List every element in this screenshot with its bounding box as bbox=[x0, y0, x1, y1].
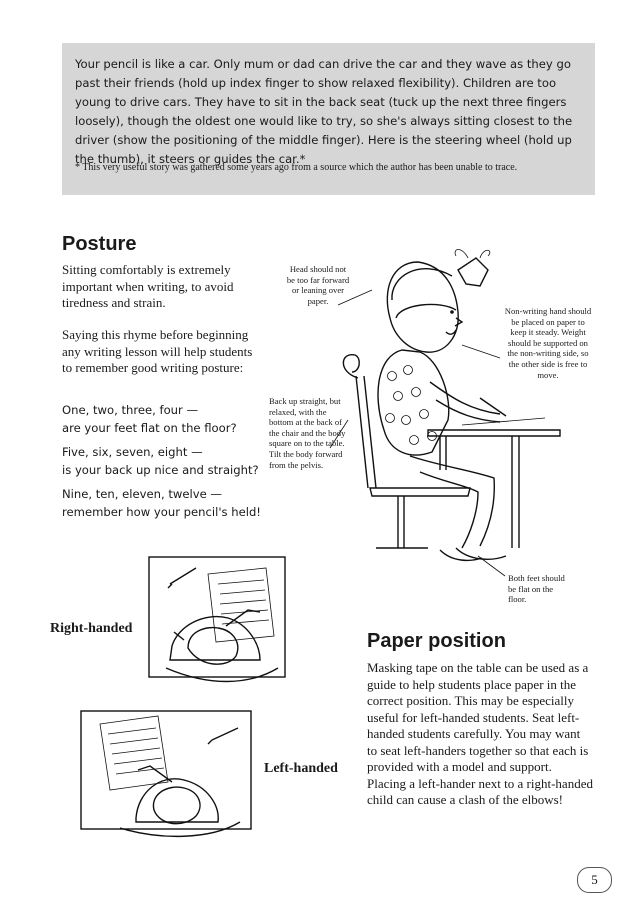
rhyme-line-1: One, two, three, four — bbox=[62, 403, 199, 417]
right-handed-label: Right-handed bbox=[50, 621, 133, 636]
paper-position-heading: Paper position bbox=[367, 630, 506, 652]
paper-outline bbox=[208, 568, 274, 642]
page-number: 5 bbox=[577, 867, 612, 893]
right-handed-illustration bbox=[148, 556, 286, 696]
tip-footnote: * This very useful story was gathered some years ago from a source which the author has been unable to trace. bbox=[75, 162, 518, 173]
paper-position-para: Masking tape on the table can be used as a guide to help students place paper in the correct position. This may be especially useful for left-handed students. Seat left-handed students carefully. You may want to seat left-handers together so that each is provided with a model and support. Placing a left-hander next to a right-handed child can cause a clash of the elbows! bbox=[367, 660, 593, 807]
posture-para-2: Saying this rhyme before beginning any writing lesson will help students to remember good writing posture: bbox=[62, 327, 253, 375]
child-drawing bbox=[378, 250, 506, 561]
tip-text: Your pencil is like a car. Only mum or dad can drive the car and they wave as they go past their friends (hold up index finger to show relaxed flexibility). Children are too young to drive cars. They have to sit in the back seat (tuck up the next three fingers loosely), though the oldest one would like to try, so she's always sitting closest to the driver (show the positioning of the middle finger). Here is the steering wheel (hold up the thumb), it steers or guides the car.* bbox=[75, 57, 573, 166]
head-pointer-line bbox=[338, 290, 372, 305]
left-handed-illustration bbox=[80, 710, 252, 840]
posture-para-1: Sitting comfortably is extremely important when writing, to avoid tiredness and strain. bbox=[62, 262, 234, 310]
rhyme-line-6: remember how your pencil's held! bbox=[62, 505, 261, 519]
child-back-left bbox=[136, 779, 218, 822]
annotation-hand: Non-writing hand should be placed on paper to keep it steady. Weight should be supported on the non-writing side, so the other side is free to move. bbox=[504, 306, 592, 380]
child-head-left bbox=[153, 787, 200, 824]
child-head-right bbox=[188, 628, 238, 665]
hand-pointer-line bbox=[462, 345, 500, 358]
annotation-back: Back up straight, but relaxed, with the bottom at the back of the chair and the body square on to the table. Tilt the body forward from the pelvis. bbox=[269, 396, 346, 470]
left-handed-label: Left-handed bbox=[264, 761, 338, 776]
back-pointer-line bbox=[330, 420, 348, 448]
chair-drawing bbox=[343, 355, 470, 548]
rhyme-line-4: is your back up nice and straight? bbox=[62, 463, 259, 477]
child-back-right bbox=[170, 617, 260, 660]
annotation-feet: Both feet should be flat on the floor. bbox=[508, 573, 565, 605]
rhyme-line-2: are your feet flat on the floor? bbox=[62, 421, 237, 435]
posture-heading: Posture bbox=[62, 233, 137, 255]
rhyme-line-3: Five, six, seven, eight — bbox=[62, 445, 203, 459]
rhyme-line-5: Nine, ten, eleven, twelve — bbox=[62, 487, 222, 501]
annotation-head: Head should not be too far forward or leaning over paper. bbox=[286, 264, 350, 306]
paper-outline-left bbox=[100, 716, 168, 790]
